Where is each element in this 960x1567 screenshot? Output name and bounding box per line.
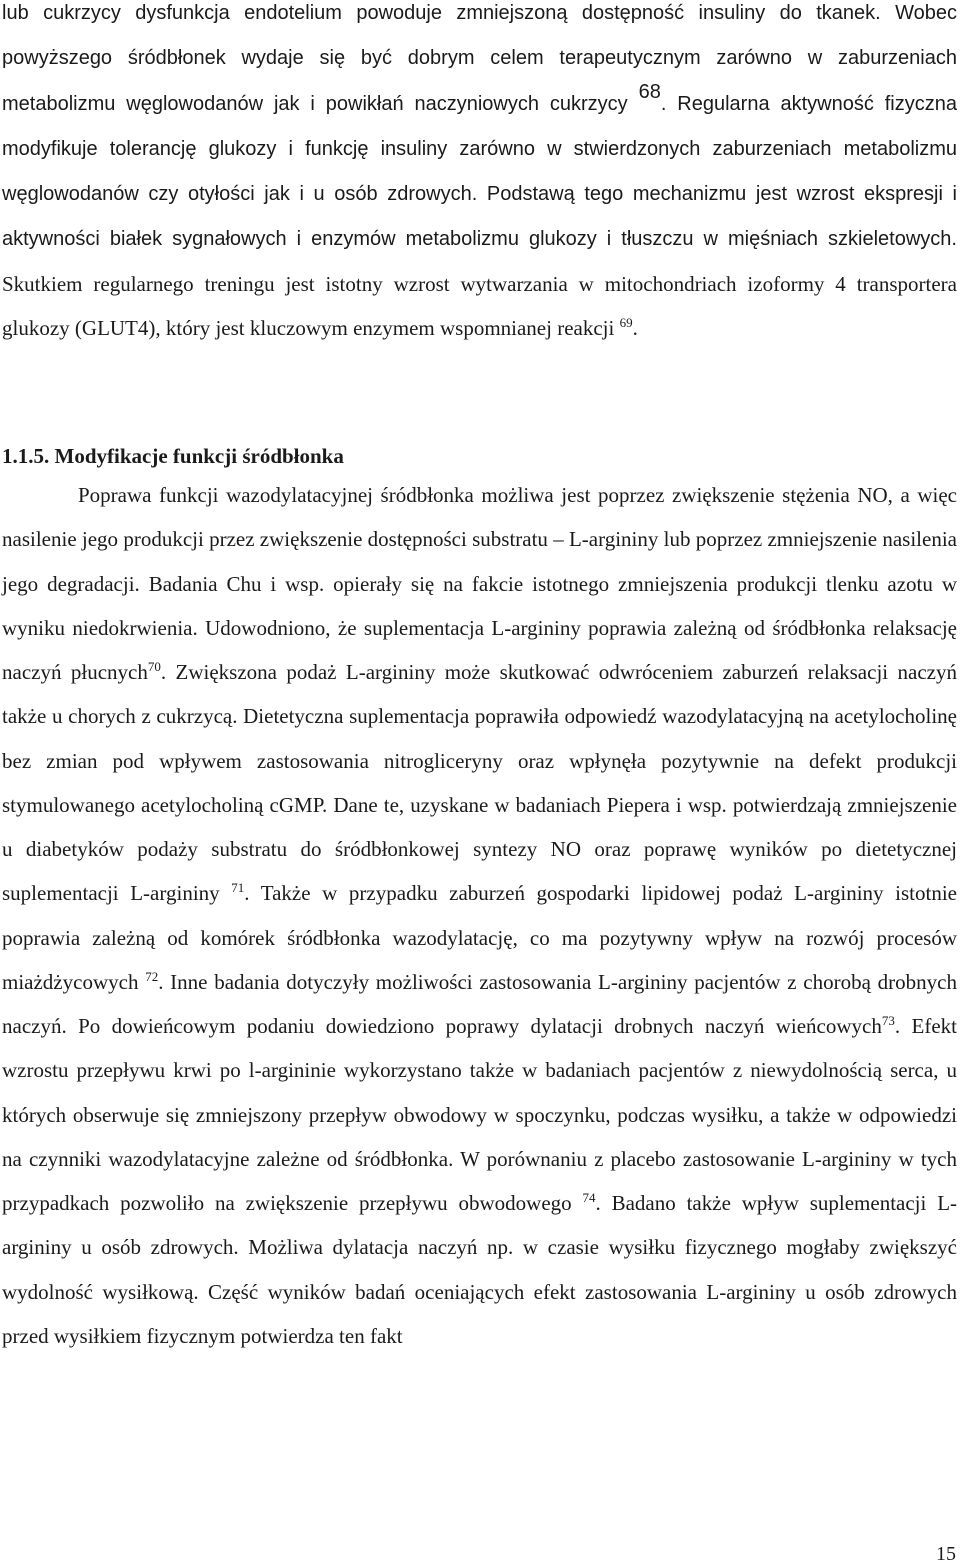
paragraph-text: . Efekt wzrostu przepływu krwi po l-argininie wykorzystano także w badaniach pacjentów z niewydolnością serca, u których obserwuje się zmniejszony przepływ obwodowy w spoczynku, podczas wysiłku, a także w odpowiedzi na czynniki wazodylatacyjne zależne od śródbłonka. W porównaniu z placebo zastosowanie L-argininy w tych przypadkach pozwoliło na zwiększenie przepływu obwodowego: [2, 1014, 957, 1215]
page-number: 15: [936, 1543, 956, 1565]
paragraph-text: .: [632, 315, 638, 340]
citation-ref: 71: [231, 880, 245, 896]
paragraph-text: Poprawa funkcji wazodylatacyjnej śródbłonka możliwa jest poprzez zwiększenie stężenia NO, a więc nasilenie jego produkcji przez zwiększenie dostępności substratu – L-argininy lub poprzez zmniejszenie nasilenia jego degradacji. Badania Chu i wsp. opierały się na fakcie istotnego zmniejszenia produkcji tlenku azotu w wyniku niedokrwienia. Udowodniono, że suplementacja L-argininy poprawia zależną od śródbłonka relaksację naczyń płucnych: [2, 483, 957, 684]
citation-ref: 72: [145, 968, 159, 984]
paragraph-text: . Zwiększona podaż L-argininy może skutkować odwróceniem zaburzeń relaksacji naczyń także u chorych z cukrzycą. Dietetyczna suplementacja poprawiła odpowiedź wazodylatacyjną na acetylocholinę bez zmian pod wpływem zastosowania nitrogliceryny oraz wpłynęła pozytywnie na defekt produkcji stymulowanego acetylocholiną cGMP. Dane te, uzyskane w badaniach Piepera i wsp. potwierdzają zmniejszenie u diabetyków podaży substratu do śródbłonkowej syntezy NO oraz poprawę wyników po dietetycznej suplementacji L-argininy: [2, 660, 957, 906]
citation-ref: 74: [582, 1190, 596, 1206]
citation-ref: 70: [147, 659, 161, 675]
paragraph-glucose-tolerance: [2, 0, 957, 350]
paragraph-text: Skutkiem regularnego treningu jest istotny wzrost wytwarzania w mitochondriach izoformy 4 transportera glukozy (GLUT4), który jest kluczowym enzymem wspomnianej reakcji: [2, 271, 957, 340]
paragraph-endothelium: [2, 473, 957, 1358]
paragraph-text: lub cukrzycy dysfunkcja endotelium powoduje zmniejszoną dostępność insuliny do tkanek. Wobec powyższego śródbłonek wydaje się być dobrym celem terapeutycznym zarówno w zaburzeniach metabolizmu węglowodanów jak i powikłań naczyniowych cukrzycy: [2, 2, 957, 115]
section-heading: 1.1.5. Modyfikacje funkcji śródbłonka: [2, 444, 344, 468]
paragraph-text: . Regularna aktywność fizyczna modyfikuje tolerancję glukozy i funkcję insuliny zarówno w stwierdzonych zaburzeniach metabolizmu węglowodanów czy otyłości jak i u osób zdrowych. Podstawą tego mechanizmu jest wzrost ekspresji i aktywności białek sygnałowych i enzymów metabolizmu glukozy i tłuszczu w mięśniach szkieletowych.: [2, 92, 957, 251]
paragraph-text: . Także w przypadku zaburzeń gospodarki lipidowej podaż L-argininy istotnie poprawia zależną od komórek śródbłonka wazodylatację, co ma pozytywny wpływ na rozwój procesów miażdżycowych: [2, 881, 957, 994]
citation-ref: 68: [638, 80, 661, 103]
citation-ref: 69: [619, 314, 633, 330]
paragraph-text: . Badano także wpływ suplementacji L-argininy u osób zdrowych. Możliwa dylatacja naczyń np. w czasie wysiłku fizycznego mogłaby zwiększyć wydolność wysiłkową. Część wyników badań oceniających efekt zastosowania L-argininy u osób zdrowych przed wysiłkiem fizycznym potwierdza ten fakt: [2, 1191, 958, 1348]
citation-ref: 73: [881, 1013, 895, 1029]
paragraph-text: . Inne badania dotyczyły możliwości zastosowania L-argininy pacjentów z chorobą drobnych naczyń. Po dowieńcowym podaniu dowiedziono poprawy dylatacji drobnych naczyń wieńcowych: [2, 969, 957, 1038]
